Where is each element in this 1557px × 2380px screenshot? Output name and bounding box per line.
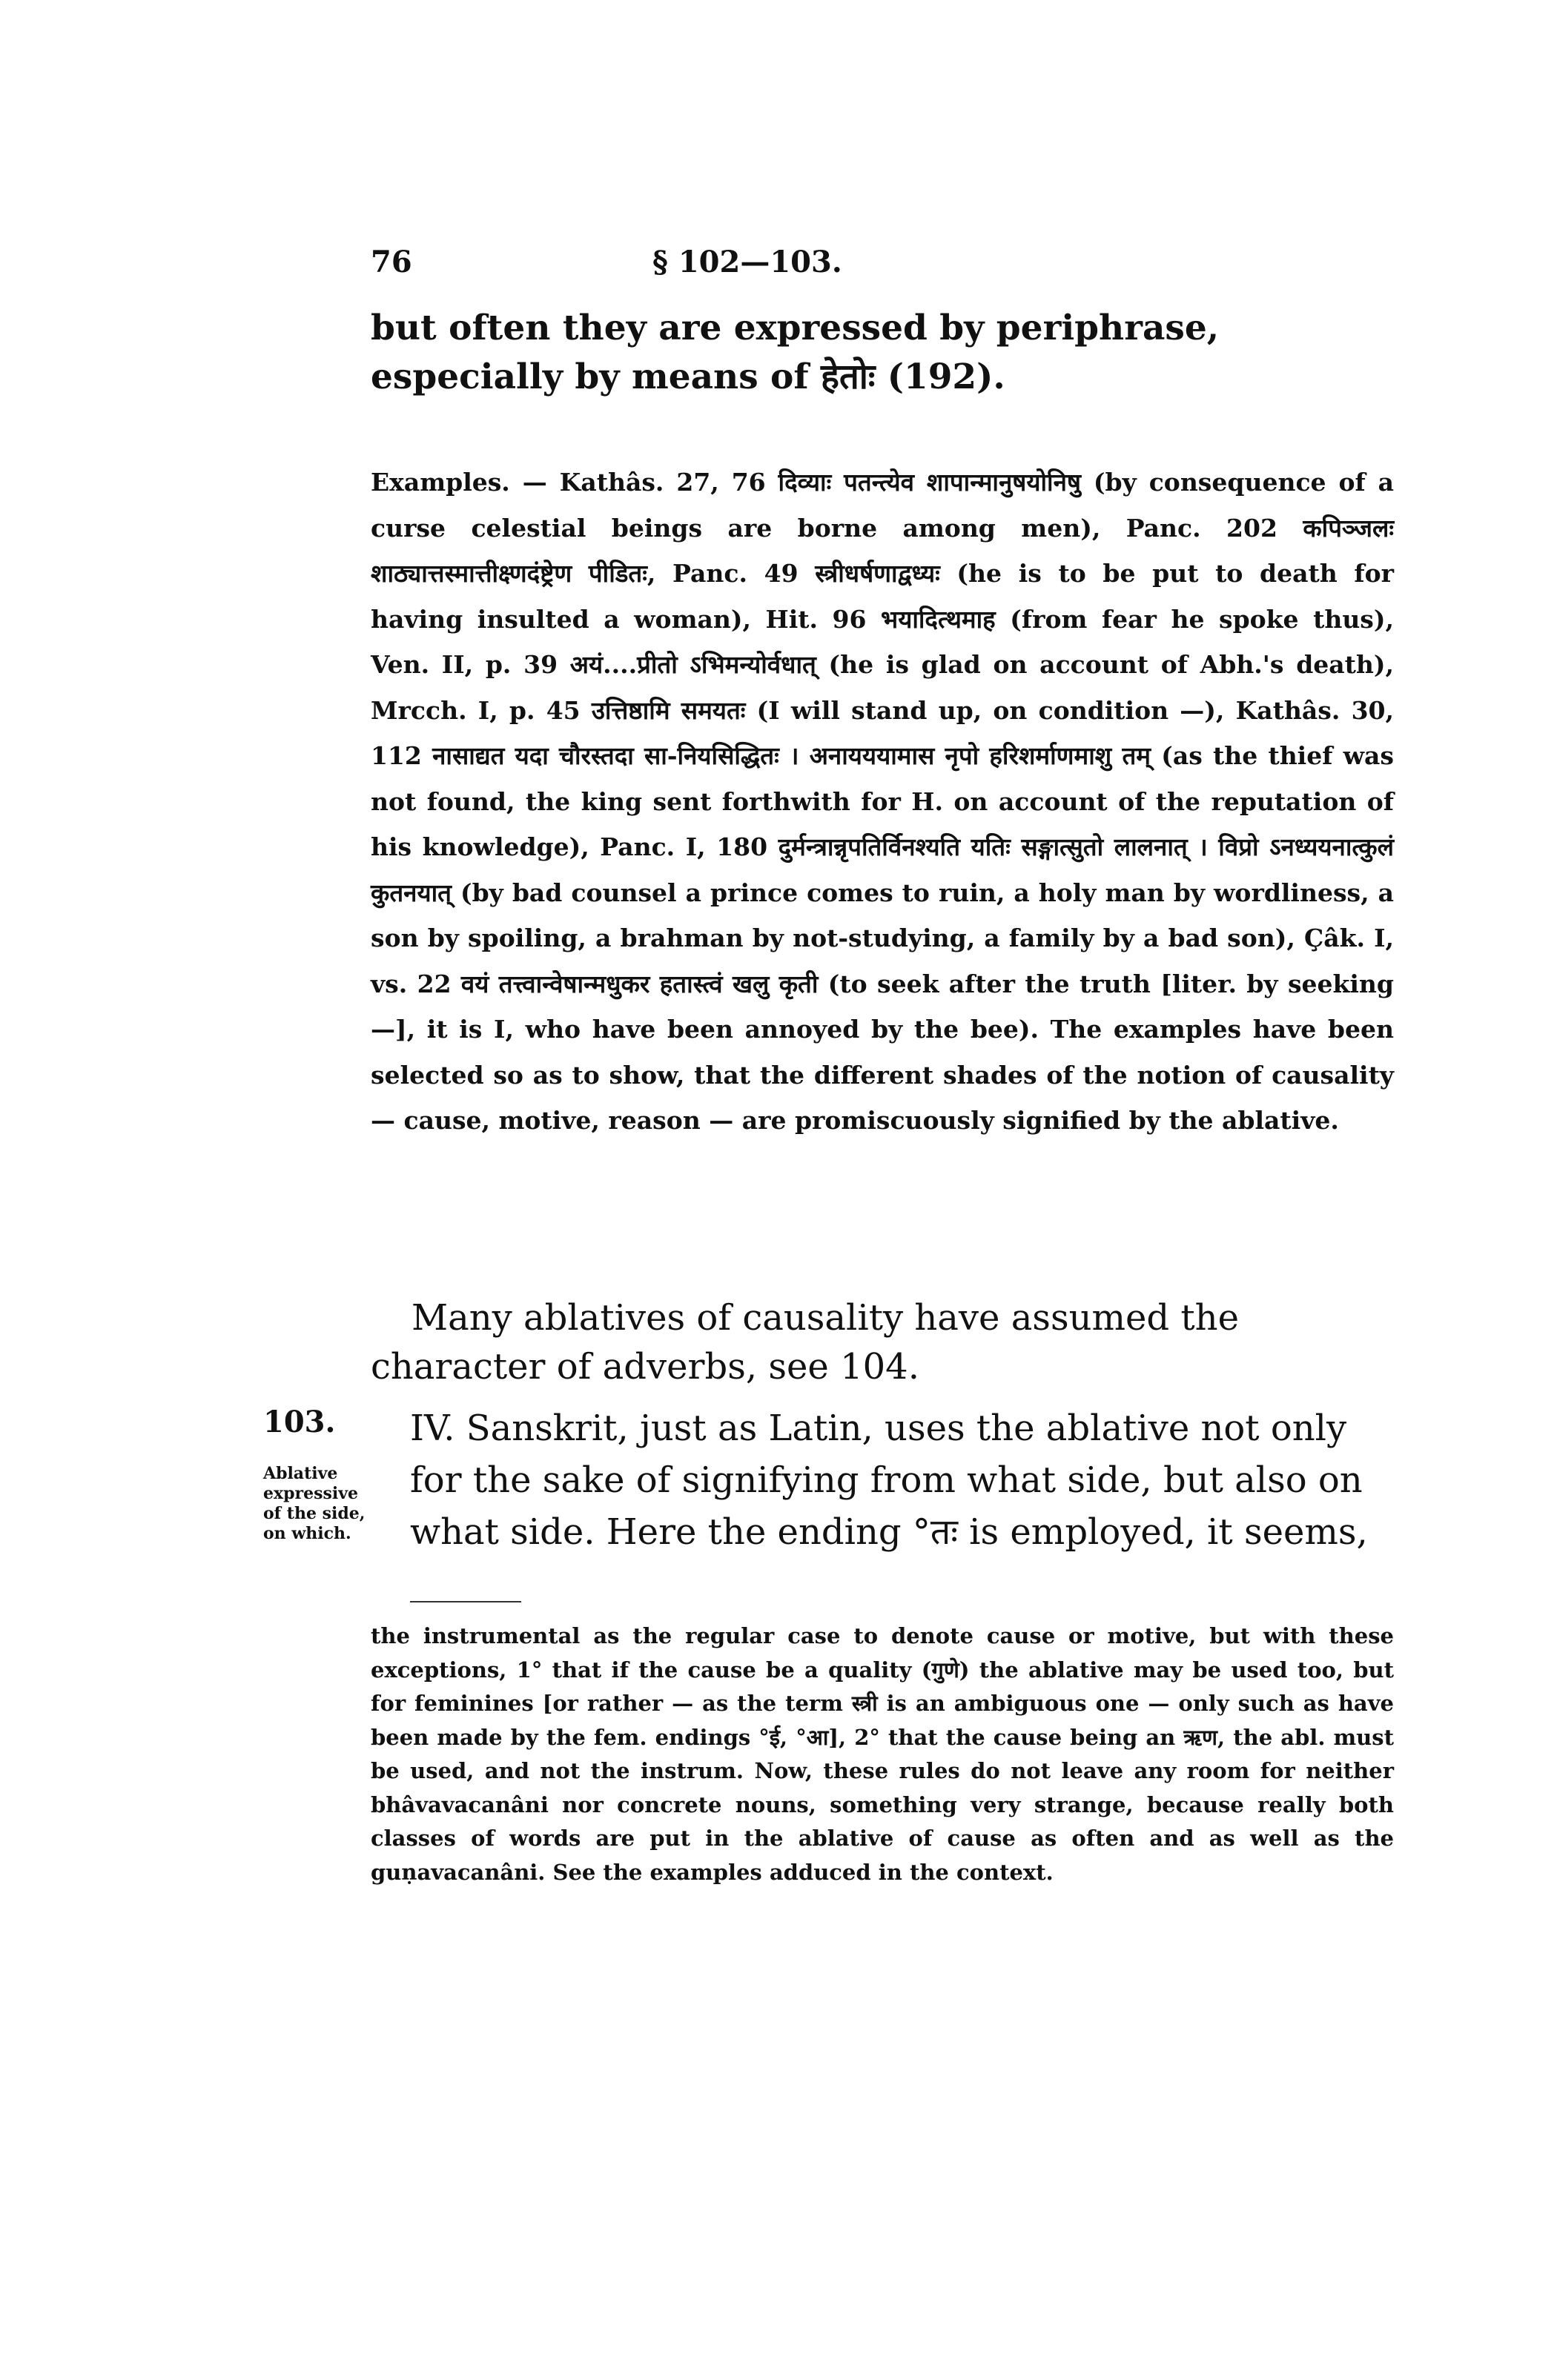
examples-paragraph xyxy=(371,460,1394,1144)
section-103-paragraph: IV. Sanskrit, just as Latin, uses the ablative not only for the sake of signifying from what side, but also on what side. Here the ending °तः is employed, it seems, xyxy=(410,1408,1368,1553)
section-number: 103. xyxy=(263,1405,336,1439)
examples-lead: Examples. — xyxy=(371,468,547,497)
examples-text: Kathâs. 27, 76 दिव्याः पतन्त्येव शापान्मानुषयोनिषु (by consequence of a curse celestial beings are borne among men), Panc. 202 कपिञ्जलः शाठ्यात्तस्मात्तीक्ष्णदंष्ट्रेण पीडितः, Panc. 49 स्त्रीधर्षणाद्वध्यः (he is to be put to death for having insulted a woman), Hit. 96 भयादित्थमाह (from fear he spoke thus), Ven. II, p. 39 अयं....प्रीतो ऽभिमन्योर्वधात् (he is glad on account of Abh.'s death), Mrcch. I, p. 45 उत्तिष्ठामि समयतः (I will stand up, on condition —), Kathâs. 30, 112 नासाद्यत यदा चौरस्तदा सा-नियसिद्धितः । अनायययामास नृपो हरिशर्माणमाशु तम् (as the thief was not found, the king sent forthwith for H. on account of the reputation of his knowledge), Panc. I, 180 दुर्मन्त्रान्नृपतिर्विनश्यति यतिः सङ्गात्सुतो लालनात् । विप्रो ऽनध्ययनात्कुलं कुतनयात् (by bad counsel a prince comes to ruin, a holy man by wordliness, a son by spoiling, a brahman by not-studying, a family by a bad son), Çâk. I, vs. 22 वयं तत्त्वान्वेषान्मधुकर हतास्त्वं खलु कृती (to seek after the truth [liter. by seeking —], it is I, who have been annoyed by the bee). The examples have been selected so as to show, that the different shades of the notion of causality — cause, motive, reason — are promiscuously signified by the ablative. xyxy=(371,468,1395,1135)
intro-paragraph: but often they are expressed by periphrase, especially by means of हेतोः (192). xyxy=(371,308,1220,397)
page-header xyxy=(371,245,1394,289)
margin-note: Ablative expressive of the side, on which. xyxy=(263,1464,366,1543)
section-range: § 102—103. xyxy=(652,245,842,279)
footnote: the instrumental as the regular case to denote cause or motive, but with these exceptions, 1° that if the cause be a quality (गुणे) the ablative may be used too, but for feminines [or rather — as the term स्त्री is an ambiguous one — only such as have been made by the fem. endings °ई, °आ], 2° that the cause being an ऋण, the abl. must be used, and not the instrum. Now, these rules do not leave any room for neither bhâvavacanâni nor concrete nouns, something very strange, because really both classes of words are put in the ablative of cause as often and as well as the guṇavacanâni. See the examples adduced in the context. xyxy=(371,1623,1394,1885)
ablative-adverbs-paragraph: Many ablatives of causality have assumed the character of adverbs, see 104. xyxy=(371,1297,1239,1388)
footnote-divider xyxy=(410,1601,521,1602)
page-number: 76 xyxy=(371,245,412,279)
